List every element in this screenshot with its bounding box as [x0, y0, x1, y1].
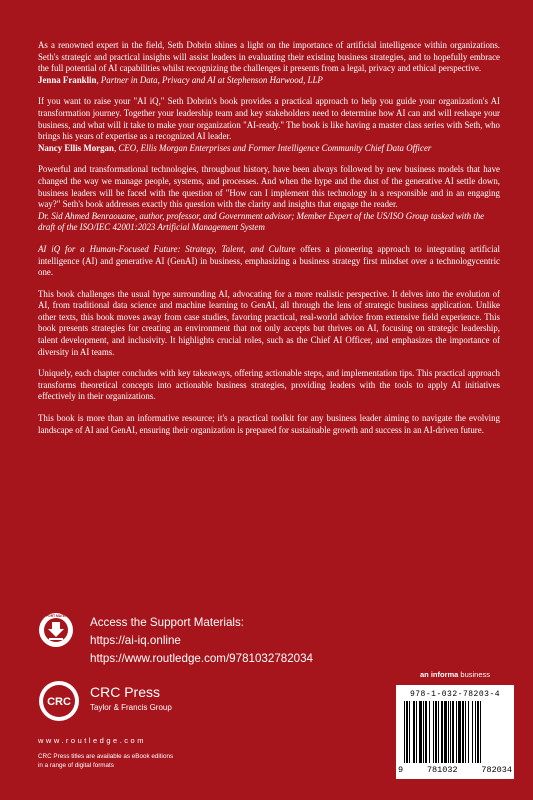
barcode-digits: [398, 765, 512, 775]
support-heading: Access the Support Materials:: [90, 616, 245, 629]
barcode-bar: [458, 701, 461, 763]
informa-brand: an informa: [420, 670, 459, 679]
barcode-bar: [462, 701, 464, 763]
barcode-bar: [477, 701, 479, 763]
barcode-bar: [413, 701, 415, 763]
barcode-bar: [475, 701, 476, 763]
barcode-bar: [416, 701, 417, 763]
barcode-bar: [423, 701, 424, 763]
crc-press-logo: [38, 680, 80, 722]
blurb-1: [38, 40, 500, 86]
informa-business: [420, 670, 490, 679]
isbn-barcode: [396, 685, 514, 779]
blurb-3-role: Dr. Sid Ahmed Benraouane, author, professor, and Government advisor; Member Expert of the US/ISO Group tasked with the draft of the ISO/IEC 42001:2023 Artificial Management System: [38, 210, 485, 233]
barcode-bar: [465, 701, 466, 763]
barcode-digits-left: 781032: [426, 765, 458, 775]
publisher-website[interactable]: www.routledge.com: [38, 736, 146, 745]
barcode-bar: [452, 701, 454, 763]
blurb-2-attribution: [38, 143, 500, 155]
blurb-2-text: If you want to raise your "AI iQ," Seth Dobrin's book provides a practical approach to help you guide your organization's AI transformation journey. Together your leadership team and key stakeholders need to determine how AI can and will reshape your business, and what will it take to make your organization "AI-ready." The book is like having a master class series with Seth, who brings his years of expertise as a recognized AI leader.: [38, 96, 500, 142]
barcode-bar: [429, 701, 430, 763]
blurb-1-text: As a renowned expert in the field, Seth Dobrin shines a light on the importance of artificial intelligence within organizations. Seth's strategic and practical insights will assist leaders in evaluating their existing business strategies, and to hopefully embrace the full potential of AI capabilities whilst recognizing the challenges it presents from a legal, privacy and ethical perspective.: [38, 40, 500, 74]
barcode-digits-right: 782034: [481, 765, 512, 775]
description-intro: [38, 244, 500, 279]
informa-suffix: business: [458, 670, 491, 679]
support-material-icon: [38, 612, 74, 648]
back-cover-text: [38, 40, 500, 446]
crc-logo-text: CRC: [47, 696, 71, 708]
publisher-block: [38, 680, 238, 724]
barcode-bar: [409, 701, 410, 763]
barcode-bar: [425, 701, 427, 763]
blurb-2: [38, 96, 500, 154]
description-p2: This book challenges the usual hype surrounding AI, advocating for a more realistic perspective. It delves into the evolution of AI, from traditional data science and machine learning to GenAI, all through the lens of strategic business application. Unlike other texts, this book moves away from case studies, favoring practical, real-world advice from extensive field experience. This book presents strategies for creating an environment that not only accepts but thrives on AI, focusing on strategic leadership, talent development, and inclusivity. It highlights crucial roles, such as the Chief AI Officer, and emphasizes the importance of diversity in AI teams.: [38, 288, 500, 357]
blurb-3-text: Powerful and transformational technologies, throughout history, have been always followed by new business models that have changed the way we manage people, systems, and processes. And when the hype and the dust of the generative AI settle down, business leaders will be faced with the question of "How can I implement this technology in a responsible and in an engaging way?" Seth's book addresses exactly this question with the clarity and insights that engage the reader.: [38, 164, 500, 210]
barcode-bar: [433, 701, 434, 763]
barcode-bar: [435, 701, 437, 763]
support-link-routledge[interactable]: https://www.routledge.com/9781032782034: [90, 652, 314, 665]
ebook-note: [38, 752, 173, 770]
barcode-bar: [438, 701, 439, 763]
blurb-3-attribution: [38, 211, 500, 234]
ebook-note-line-2: in a range of digital formats: [38, 762, 114, 769]
blurb-3: [38, 164, 500, 234]
blurb-1-role: , Partner in Data, Privacy and AI at Stephenson Harwood, LLP: [96, 74, 323, 85]
support-badge-text: SUPPORT MATERIAL: [39, 614, 73, 619]
barcode-bar: [468, 701, 469, 763]
barcode-bar: [456, 701, 457, 763]
barcode-bar: [406, 701, 408, 763]
blurb-1-author: Jenna Franklin: [38, 74, 97, 85]
barcode-digit-lead: 9: [398, 765, 404, 775]
blurb-2-author: Nancy Ellis Morgan: [38, 142, 114, 153]
publisher-name: CRC Press: [90, 684, 161, 700]
barcode-bar: [441, 701, 443, 763]
barcode-bar: [444, 701, 447, 763]
barcode-bars: [402, 701, 508, 763]
isbn-number: 978-1-032-78203-4: [409, 690, 501, 699]
book-title: AI iQ for a Human-Focused Future: Strategy, Talent, and Culture: [38, 243, 296, 254]
barcode-bar: [480, 701, 481, 763]
barcode-bar: [419, 701, 422, 763]
barcode-bar: [472, 701, 473, 763]
barcode-bar: [404, 701, 405, 763]
description-intro-text: offers a pioneering approach to integrating artificial intelligence (AI) and generative AI (GenAI) in business, emphasizing a business strategy first mindset over a technologycentric one.: [38, 243, 500, 278]
description-p3: Uniquely, each chapter concludes with key takeaways, offering actionable steps, and implementation tips. This practical approach transforms theoretical concepts into actionable business strategies, providing leaders with the tools to apply AI initiatives effectively in their organizations.: [38, 368, 500, 402]
ebook-note-line-1: CRC Press titles are available as eBook editions: [38, 753, 174, 760]
support-link-ai-iq[interactable]: https://ai-iq.online: [90, 634, 181, 647]
support-materials: [90, 614, 313, 668]
barcode-bar: [448, 701, 449, 763]
barcode-bar: [450, 701, 451, 763]
blurb-1-attribution: [38, 75, 500, 87]
blurb-2-role: , CEO, Ellis Morgan Enterprises and Former Intelligence Community Chief Data Officer: [113, 142, 432, 153]
publisher-group: Taylor & Francis Group: [90, 703, 172, 712]
description-p4: This book is more than an informative resource; it's a practical toolkit for any business leader aiming to navigate the evolving landscape of AI and GenAI, ensuring their organization is prepared for sustainable growth and success in an AI-driven future.: [38, 413, 500, 435]
